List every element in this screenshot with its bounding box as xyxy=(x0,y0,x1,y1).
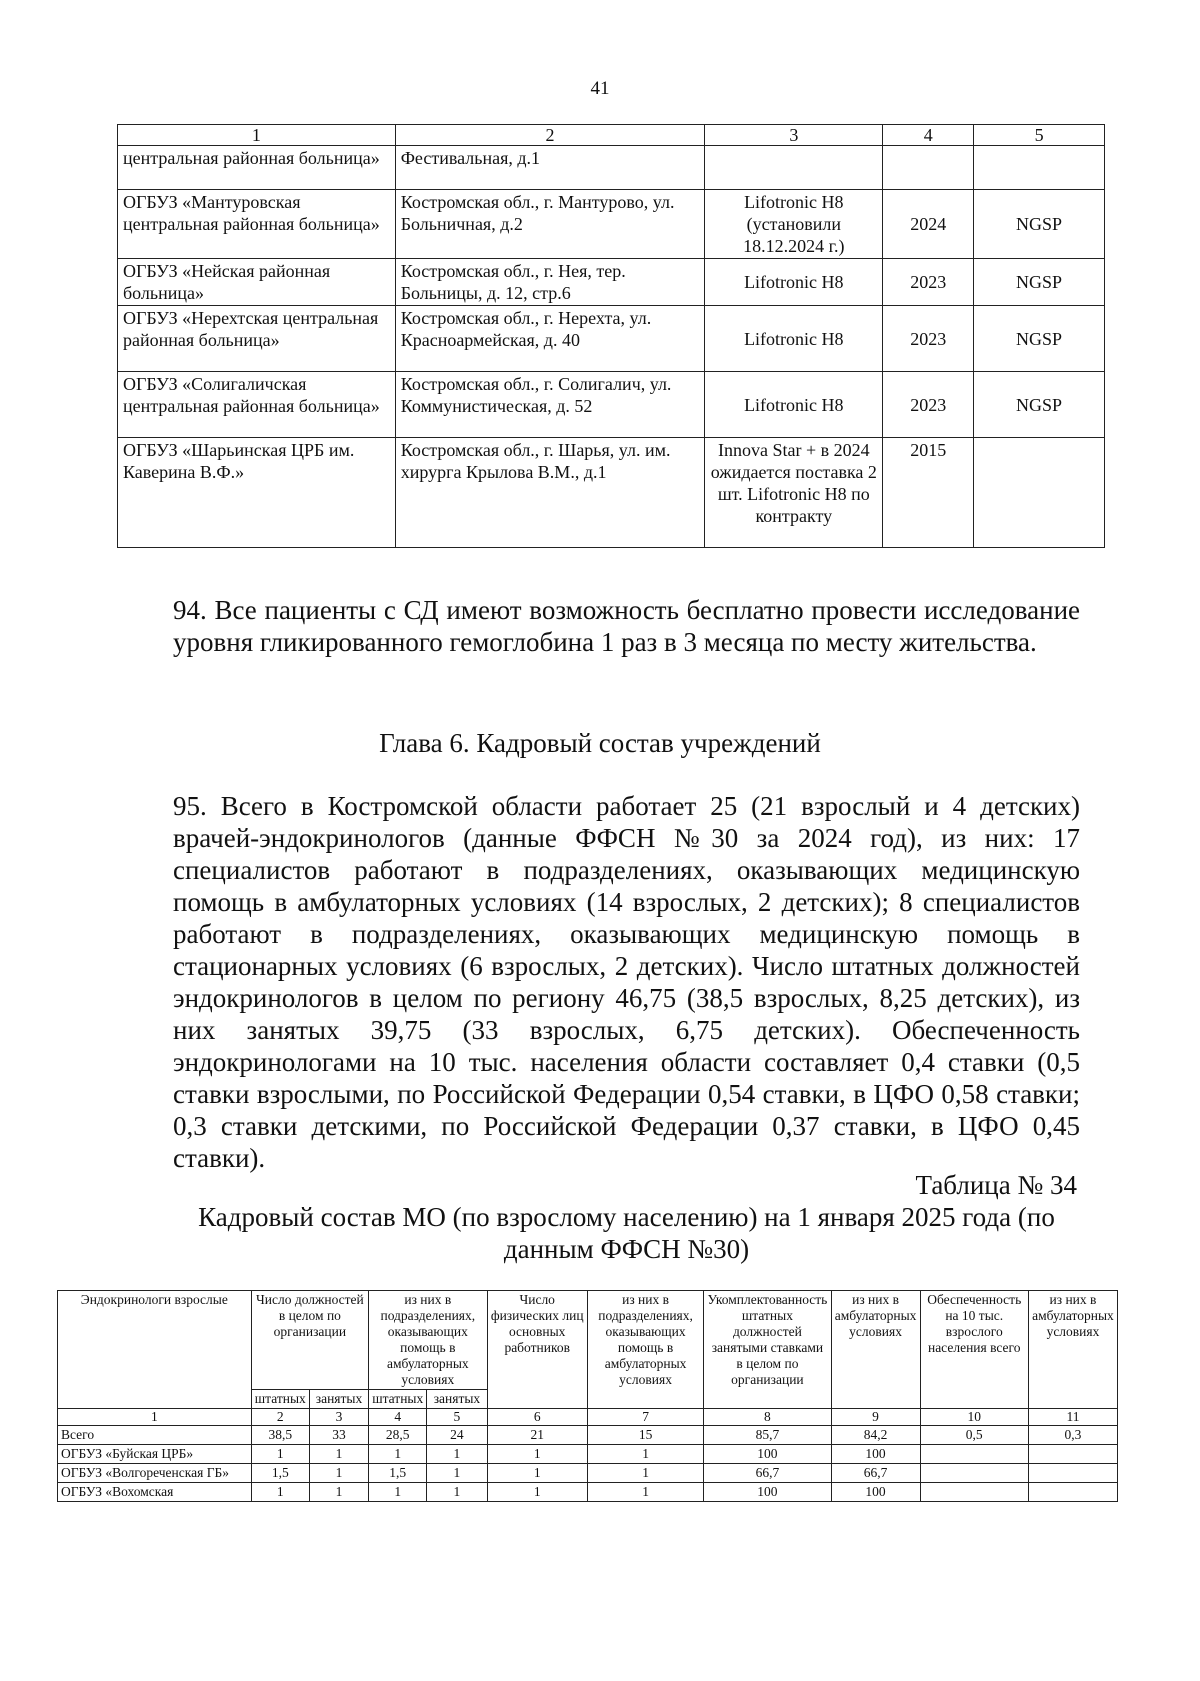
col-number: 11 xyxy=(1028,1409,1117,1426)
value-cell: 15 xyxy=(587,1426,703,1445)
value-cell: 1 xyxy=(309,1464,368,1483)
equipment-cell: Innova Star + в 2024 ожидается поставка 2 шт. Lifotronic H8 по контракту xyxy=(705,438,883,548)
header-cell: Число должностей в целом по организации xyxy=(251,1291,368,1390)
address-cell: Костромская обл., г. Нея, тер. Больницы, д. 12, стр.6 xyxy=(395,259,705,306)
method-cell: NGSP xyxy=(974,190,1105,259)
header-cell: Эндокринологи взрослые xyxy=(58,1291,252,1409)
equipment-cell: Lifotronic H8 xyxy=(705,259,883,306)
org-cell: ОГБУЗ «Вохомская xyxy=(58,1483,252,1502)
value-cell: 24 xyxy=(427,1426,487,1445)
value-cell: 1 xyxy=(427,1445,487,1464)
staffing-table xyxy=(57,1290,1118,1502)
value-cell: 1 xyxy=(251,1445,309,1464)
subheader-cell: штатных xyxy=(251,1390,309,1409)
year-cell: 2023 xyxy=(883,372,974,438)
table-number: Таблица № 34 xyxy=(915,1170,1077,1200)
org-cell: ОГБУЗ «Солигаличская центральная районная больница» xyxy=(118,372,396,438)
year-cell: 2015 xyxy=(883,438,974,548)
col-number: 7 xyxy=(587,1409,703,1426)
org-cell: ОГБУЗ «Буйская ЦРБ» xyxy=(58,1445,252,1464)
address-cell: Костромская обл., г. Солигалич, ул. Коммунистическая, д. 52 xyxy=(395,372,705,438)
table-row xyxy=(58,1483,1118,1502)
col-number: 1 xyxy=(58,1409,252,1426)
table-row xyxy=(118,259,1105,306)
value-cell: 100 xyxy=(831,1445,920,1464)
value-cell xyxy=(920,1464,1028,1483)
table-row xyxy=(118,306,1105,372)
value-cell: 1 xyxy=(251,1483,309,1502)
org-cell: Всего xyxy=(58,1426,252,1445)
year-cell: 2023 xyxy=(883,259,974,306)
value-cell: 1 xyxy=(487,1464,587,1483)
value-cell: 66,7 xyxy=(704,1464,831,1483)
value-cell: 38,5 xyxy=(251,1426,309,1445)
col-number: 1 xyxy=(118,125,396,146)
value-cell: 100 xyxy=(704,1483,831,1502)
value-cell: 1 xyxy=(369,1483,427,1502)
value-cell xyxy=(1028,1464,1117,1483)
header-cell: Число физических лиц основных работников xyxy=(487,1291,587,1409)
col-number: 8 xyxy=(704,1409,831,1426)
org-cell: центральная районная больница» xyxy=(118,146,396,190)
table-row xyxy=(58,1426,1118,1445)
col-number: 4 xyxy=(883,125,974,146)
value-cell: 1,5 xyxy=(369,1464,427,1483)
year-cell xyxy=(883,146,974,190)
value-cell: 21 xyxy=(487,1426,587,1445)
subheader-cell: занятых xyxy=(309,1390,368,1409)
subheader-cell: занятых xyxy=(427,1390,487,1409)
org-cell: ОГБУЗ «Нейская районная больница» xyxy=(118,259,396,306)
equipment-cell xyxy=(705,146,883,190)
paragraph-94: 94. Все пациенты с СД имеют возможность бесплатно провести исследование уровня гликированного гемоглобина 1 раз в 3 месяца по месту жительства. xyxy=(173,595,1080,657)
value-cell: 0,3 xyxy=(1028,1426,1117,1445)
org-cell: ОГБУЗ «Шарьинская ЦРБ им. Каверина В.Ф.» xyxy=(118,438,396,548)
value-cell: 0,5 xyxy=(920,1426,1028,1445)
header-cell: из них в амбулаторных условиях xyxy=(1028,1291,1117,1409)
value-cell: 1 xyxy=(487,1483,587,1502)
column-number-row xyxy=(58,1409,1118,1426)
year-cell: 2023 xyxy=(883,306,974,372)
header-cell: из них в подразделениях, оказывающих помощь в амбулаторных условиях xyxy=(369,1291,487,1390)
address-cell: Костромская обл., г. Нерехта, ул. Красноармейская, д. 40 xyxy=(395,306,705,372)
paragraph-95: 95. Всего в Костромской области работает 25 (21 взрослый и 4 детских) врачей-эндокринологов (данные ФФСН №30 за 2024 год), из них: 17 специалистов работают в подразделениях, оказывающих медицинскую помощь в амбулаторных условиях (14 взрослых, 2 детских); 8 специалистов работают в подразделениях, оказывающих медицинскую помощь в стационарных условиях (6 взрослых, 2 детских). Число штатных должностей эндокринологов в целом по региону 46,75 (38,5 взрослых, 8,25 детских), из них занятых 39,75 (33 взрослых, 6,75 детских). Обеспеченность эндокринологами на 10 тыс. населения области составляет 0,4 ставки (0,5 ставки взрослыми, по Российской Федерации 0,54 ставки, в ЦФО 0,58 ставки; 0,3 ставки детскими, по Российской Федерации 0,37 ставки, в ЦФО 0,45 ставки). xyxy=(173,791,1080,1173)
subheader-cell: штатных xyxy=(369,1390,427,1409)
equipment-table xyxy=(117,124,1105,548)
value-cell xyxy=(920,1445,1028,1464)
table-row xyxy=(118,372,1105,438)
table-row xyxy=(118,146,1105,190)
header-cell: Укомплектованность штатных должностей занятыми ставками в целом по организации xyxy=(704,1291,831,1409)
table-title: Кадровый состав МО (по взрослому населению) на 1 января 2025 года (по данным ФФСН №30) xyxy=(198,1202,1055,1264)
value-cell: 66,7 xyxy=(831,1464,920,1483)
table-row xyxy=(118,190,1105,259)
col-number: 9 xyxy=(831,1409,920,1426)
col-number: 3 xyxy=(705,125,883,146)
org-cell: ОГБУЗ «Мантуровская центральная районная больница» xyxy=(118,190,396,259)
value-cell: 1 xyxy=(369,1445,427,1464)
table-row xyxy=(118,438,1105,548)
value-cell: 1,5 xyxy=(251,1464,309,1483)
table-row xyxy=(58,1445,1118,1464)
value-cell xyxy=(920,1483,1028,1502)
col-number: 4 xyxy=(369,1409,427,1426)
page-number: 41 xyxy=(590,78,610,99)
value-cell xyxy=(1028,1445,1117,1464)
table-row xyxy=(58,1464,1118,1483)
header-cell: из них в амбулаторных условиях xyxy=(831,1291,920,1409)
col-number: 5 xyxy=(974,125,1105,146)
value-cell: 100 xyxy=(831,1483,920,1502)
equipment-cell: Lifotronic H8 (установили 18.12.2024 г.) xyxy=(705,190,883,259)
org-cell: ОГБУЗ «Нерехтская центральная районная больница» xyxy=(118,306,396,372)
org-cell: ОГБУЗ «Волгореченская ГБ» xyxy=(58,1464,252,1483)
header-cell: из них в подразделениях, оказывающих помощь в амбулаторных условиях xyxy=(587,1291,703,1409)
equipment-cell: Lifotronic H8 xyxy=(705,306,883,372)
value-cell: 1 xyxy=(427,1464,487,1483)
value-cell: 28,5 xyxy=(369,1426,427,1445)
equipment-cell: Lifotronic H8 xyxy=(705,372,883,438)
col-number: 10 xyxy=(920,1409,1028,1426)
address-cell: Костромская обл., г. Мантурово, ул. Больничная, д.2 xyxy=(395,190,705,259)
address-cell: Фестивальная, д.1 xyxy=(395,146,705,190)
value-cell: 100 xyxy=(704,1445,831,1464)
col-number: 2 xyxy=(395,125,705,146)
table-header-row xyxy=(58,1291,1118,1390)
value-cell: 1 xyxy=(427,1483,487,1502)
value-cell: 1 xyxy=(309,1483,368,1502)
chapter-heading: Глава 6. Кадровый состав учреждений xyxy=(379,728,821,758)
value-cell xyxy=(1028,1483,1117,1502)
value-cell: 1 xyxy=(587,1464,703,1483)
value-cell: 84,2 xyxy=(831,1426,920,1445)
table-header-row xyxy=(118,125,1105,146)
col-number: 6 xyxy=(487,1409,587,1426)
value-cell: 1 xyxy=(587,1445,703,1464)
method-cell: NGSP xyxy=(974,372,1105,438)
col-number: 2 xyxy=(251,1409,309,1426)
value-cell: 33 xyxy=(309,1426,368,1445)
value-cell: 1 xyxy=(587,1483,703,1502)
col-number: 5 xyxy=(427,1409,487,1426)
value-cell: 1 xyxy=(309,1445,368,1464)
method-cell xyxy=(974,146,1105,190)
method-cell xyxy=(974,438,1105,548)
year-cell: 2024 xyxy=(883,190,974,259)
header-cell: Обеспеченность на 10 тыс. взрослого населения всего xyxy=(920,1291,1028,1409)
col-number: 3 xyxy=(309,1409,368,1426)
address-cell: Костромская обл., г. Шарья, ул. им. хирурга Крылова В.М., д.1 xyxy=(395,438,705,548)
method-cell: NGSP xyxy=(974,259,1105,306)
value-cell: 1 xyxy=(487,1445,587,1464)
method-cell: NGSP xyxy=(974,306,1105,372)
value-cell: 85,7 xyxy=(704,1426,831,1445)
